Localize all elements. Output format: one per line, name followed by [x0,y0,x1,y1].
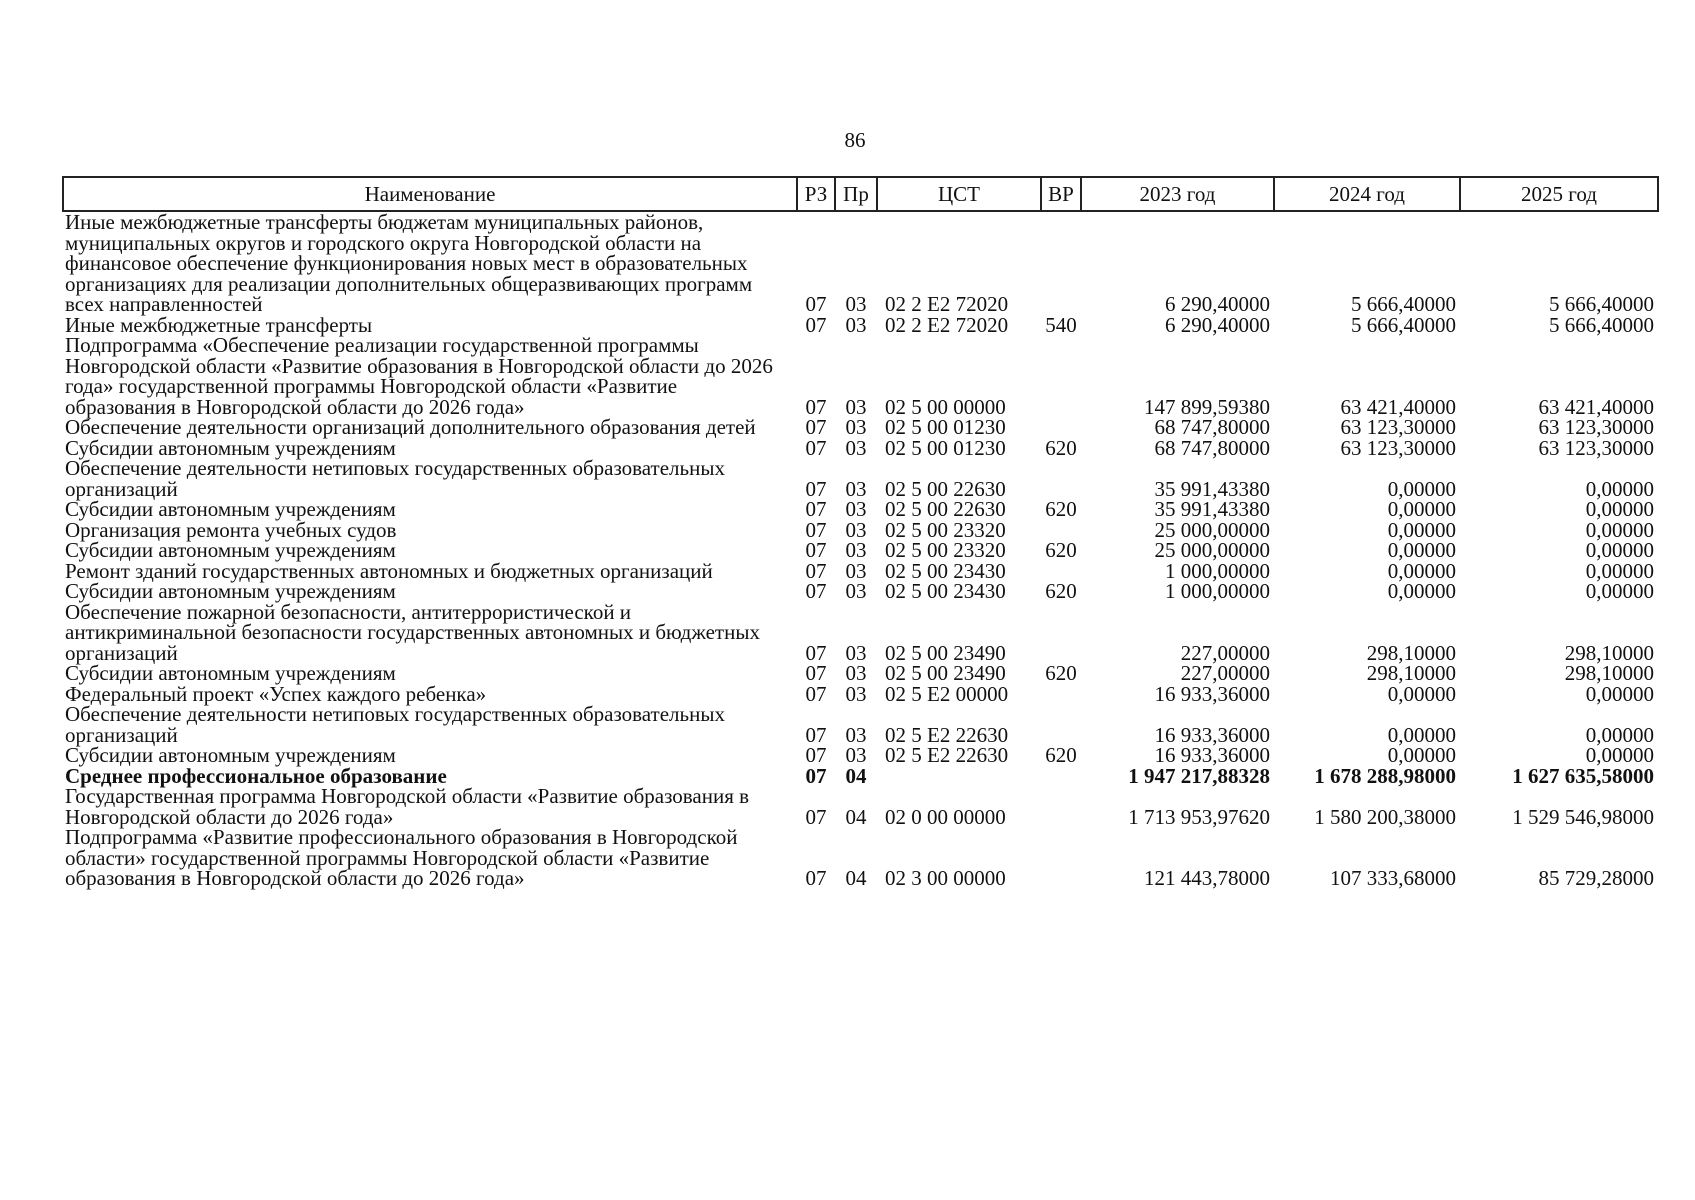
cell-vr [1041,704,1081,745]
cell-rz: 07 [805,538,827,562]
cell-vr: 620 [1045,743,1077,767]
cell-cst: 02 5 00 23430 [885,579,1006,603]
cell-pr: 03 [845,579,867,603]
cell-cst [877,766,1041,787]
cell-2024: 5 666,40000 [1351,312,1456,337]
cell-2023: 68 747,80000 [1154,415,1270,439]
cell-cst: 02 5 00 23320 [885,538,1006,562]
table-row [63,602,1658,664]
cell-pr: 03 [845,312,867,337]
table-row [63,211,1658,315]
cell-name: Субсидии автономным учреждениям [65,661,396,685]
cell-vr [1041,684,1081,705]
cell-rz: 07 [805,722,827,747]
cell-name: Обеспечение деятельности нетиповых государственных образовательных организаций [65,456,725,501]
cell-name: Субсидии автономным учреждениям [65,497,396,521]
header-vr: ВР [1041,177,1081,211]
cell-2023: 1 000,00000 [1165,579,1270,603]
cell-rz: 07 [805,476,827,501]
cell-name: Государственная программа Новгородской области «Развитие образования в Новгородской области до 2026 года» [65,784,750,829]
cell-rz: 07 [805,558,827,583]
table-row [63,335,1658,417]
cell-vr: 620 [1045,435,1077,460]
cell-vr: 620 [1045,579,1077,603]
cell-rz: 07 [805,435,827,460]
table-row [63,520,1658,541]
cell-cst: 02 5 00 22630 [885,497,1006,521]
cell-2025: 63 123,30000 [1538,435,1654,460]
cell-2025: 0,00000 [1585,517,1654,542]
page-number: 86 [844,128,866,152]
cell-2024: 0,00000 [1387,743,1456,767]
cell-pr: 03 [845,722,867,747]
cell-rz: 07 [805,517,827,542]
cell-2024: 1 678 288,98000 [1314,763,1456,788]
cell-vr: 620 [1045,661,1077,685]
table-row [63,581,1658,602]
cell-vr [1041,827,1081,889]
cell-vr [1041,211,1081,315]
cell-name: Иные межбюджетные трансферты бюджетам муниципальных районов, муниципальных округов и городского округа Новгородской области на финансовое обеспечение функционирования новых мест в образовательных организациях для реализации дополнительных общеразвивающих программ всех направленностей [65,210,753,316]
cell-2023: 227,00000 [1180,640,1270,665]
cell-2025: 85 729,28000 [1538,866,1654,890]
cell-cst: 02 5 Е2 22630 [885,722,1009,747]
cell-2024: 0,00000 [1387,558,1456,583]
cell-2024: 1 580 200,38000 [1314,804,1456,829]
cell-2024: 63 123,30000 [1340,435,1456,460]
cell-cst: 02 5 00 23320 [885,517,1006,542]
cell-rz: 07 [805,415,827,439]
cell-pr: 03 [845,476,867,501]
cell-name: Иные межбюджетные трансферты [65,312,373,337]
table-row [63,417,1658,438]
header-name: Наименование [63,177,797,211]
cell-rz: 07 [805,661,827,685]
cell-vr: 620 [1045,538,1077,562]
cell-cst: 02 5 00 23490 [885,661,1006,685]
cell-pr: 04 [845,804,867,829]
cell-cst: 02 5 Е2 00000 [885,681,1009,706]
cell-name: Ремонт зданий государственных автономных и бюджетных организаций [65,558,713,583]
cell-name: Подпрограмма «Развитие профессионального образования в Новгородской области» государственной программы Новгородской области «Развитие образования в Новгородской области до 2026 года» [65,825,738,890]
cell-2024: 0,00000 [1387,497,1456,521]
cell-cst: 02 5 00 23430 [885,558,1006,583]
table-row [63,786,1658,827]
cell-2025: 0,00000 [1585,722,1654,747]
table-row [63,766,1658,787]
cell-pr: 03 [845,517,867,542]
cell-vr: 620 [1045,497,1077,521]
table-row [63,315,1658,336]
cell-name: Федеральный проект «Успех каждого ребенка» [65,681,487,706]
cell-name: Субсидии автономным учреждениям [65,435,396,460]
cell-cst: 02 0 00 00000 [885,804,1006,829]
cell-rz: 07 [805,579,827,603]
cell-2023: 1 713 953,97620 [1128,804,1270,829]
cell-2023: 35 991,43380 [1154,476,1270,501]
cell-rz: 07 [805,681,827,706]
cell-2025: 298,10000 [1564,640,1654,665]
cell-2025: 0,00000 [1585,558,1654,583]
cell-2024: 0,00000 [1387,517,1456,542]
cell-2025: 1 529 546,98000 [1512,804,1654,829]
cell-pr: 03 [845,497,867,521]
cell-2025: 1 627 635,58000 [1512,763,1654,788]
table-row [63,684,1658,705]
cell-2023: 147 899,59380 [1144,394,1270,419]
table-row [63,458,1658,499]
cell-rz: 07 [805,292,827,316]
cell-cst: 02 5 00 00000 [885,394,1006,419]
table-header [63,177,1658,211]
cell-rz: 07 [805,312,827,337]
cell-cst: 02 5 00 22630 [885,476,1006,501]
cell-2025: 0,00000 [1585,497,1654,521]
cell-pr: 03 [845,415,867,439]
cell-2023: 16 933,36000 [1154,681,1270,706]
cell-name: Субсидии автономным учреждениям [65,538,396,562]
cell-name: Субсидии автономным учреждениям [65,743,396,767]
cell-2024: 298,10000 [1366,661,1456,685]
table-row [63,438,1658,459]
cell-2025: 0,00000 [1585,681,1654,706]
cell-vr [1041,520,1081,541]
cell-rz: 07 [805,804,827,829]
cell-2025: 5 666,40000 [1549,312,1654,337]
cell-2025: 0,00000 [1585,743,1654,767]
cell-vr [1041,335,1081,417]
table-row [63,663,1658,684]
cell-pr: 04 [845,866,867,890]
cell-pr: 03 [845,661,867,685]
cell-name: Подпрограмма «Обеспечение реализации государственной программы Новгородской области «Развитие образования в Новгородской области до 2026 года» государственной программы Новгородской области «Развитие образования в Новгородской области до 2026 года» [65,333,773,419]
cell-pr: 03 [845,681,867,706]
header-rz: РЗ [797,177,835,211]
cell-vr [1041,561,1081,582]
cell-2025: 63 421,40000 [1538,394,1654,419]
cell-cst: 02 2 Е2 72020 [885,312,1009,337]
cell-2023: 227,00000 [1180,661,1270,685]
table-body [63,211,1658,889]
table-row [63,540,1658,561]
cell-2023: 68 747,80000 [1154,435,1270,460]
cell-rz: 07 [805,743,827,767]
cell-vr [1041,766,1081,787]
cell-2023: 121 443,78000 [1144,866,1270,890]
table-row [63,745,1658,766]
cell-vr [1041,458,1081,499]
cell-2023: 16 933,36000 [1154,743,1270,767]
cell-pr: 03 [845,292,867,316]
cell-2025: 0,00000 [1585,476,1654,501]
table-row [63,704,1658,745]
cell-2024: 298,10000 [1366,640,1456,665]
cell-rz: 07 [805,394,827,419]
header-2023: 2023 год [1081,177,1274,211]
cell-pr: 04 [845,763,867,788]
cell-2025: 298,10000 [1564,661,1654,685]
header-pr: Пр [835,177,877,211]
cell-pr: 03 [845,538,867,562]
cell-2023: 1 000,00000 [1165,558,1270,583]
cell-2023: 25 000,00000 [1154,538,1270,562]
cell-2023: 6 290,40000 [1165,292,1270,316]
cell-name: Субсидии автономным учреждениям [65,579,396,603]
cell-pr: 03 [845,640,867,665]
cell-pr: 03 [845,558,867,583]
cell-vr [1041,417,1081,438]
cell-2025: 0,00000 [1585,579,1654,603]
table-row [63,827,1658,889]
cell-vr [1041,786,1081,827]
cell-rz: 07 [805,497,827,521]
header-2025: 2025 год [1460,177,1658,211]
cell-cst: 02 5 Е2 22630 [885,743,1009,767]
cell-2023: 6 290,40000 [1165,312,1270,337]
cell-2024: 0,00000 [1387,476,1456,501]
cell-vr: 540 [1045,312,1077,337]
cell-2024: 0,00000 [1387,681,1456,706]
cell-name: Организация ремонта учебных судов [65,517,397,542]
cell-2024: 63 123,30000 [1340,415,1456,439]
cell-2023: 1 947 217,88328 [1128,763,1270,788]
cell-2025: 5 666,40000 [1549,292,1654,316]
cell-rz: 07 [805,640,827,665]
cell-cst: 02 5 00 01230 [885,415,1006,439]
budget-table [62,176,1659,889]
cell-cst: 02 3 00 00000 [885,866,1006,890]
cell-2023: 16 933,36000 [1154,722,1270,747]
cell-name: Среднее профессиональное образование [65,763,447,788]
header-cst: ЦСТ [877,177,1041,211]
header-2024: 2024 год [1274,177,1460,211]
cell-2024: 0,00000 [1387,722,1456,747]
cell-cst: 02 5 00 01230 [885,435,1006,460]
cell-pr: 03 [845,743,867,767]
table-row [63,561,1658,582]
cell-2024: 107 333,68000 [1330,866,1456,890]
cell-2024: 5 666,40000 [1351,292,1456,316]
cell-vr [1041,602,1081,664]
cell-cst: 02 5 00 23490 [885,640,1006,665]
cell-2024: 63 421,40000 [1340,394,1456,419]
cell-2024: 0,00000 [1387,538,1456,562]
cell-rz: 07 [805,866,827,890]
cell-rz: 07 [805,763,827,788]
cell-2023: 35 991,43380 [1154,497,1270,521]
cell-name: Обеспечение пожарной безопасности, антитеррористической и антикриминальной безопасности государственных автономных и бюджетных организаций [65,599,760,665]
cell-2025: 0,00000 [1585,538,1654,562]
cell-2023: 25 000,00000 [1154,517,1270,542]
cell-pr: 03 [845,435,867,460]
cell-name: Обеспечение деятельности организаций дополнительного образования детей [65,415,756,439]
cell-2025: 63 123,30000 [1538,415,1654,439]
table-row [63,499,1658,520]
cell-pr: 03 [845,394,867,419]
cell-2024: 0,00000 [1387,579,1456,603]
cell-name: Обеспечение деятельности нетиповых государственных образовательных организаций [65,702,725,747]
cell-cst: 02 2 Е2 72020 [885,292,1009,316]
